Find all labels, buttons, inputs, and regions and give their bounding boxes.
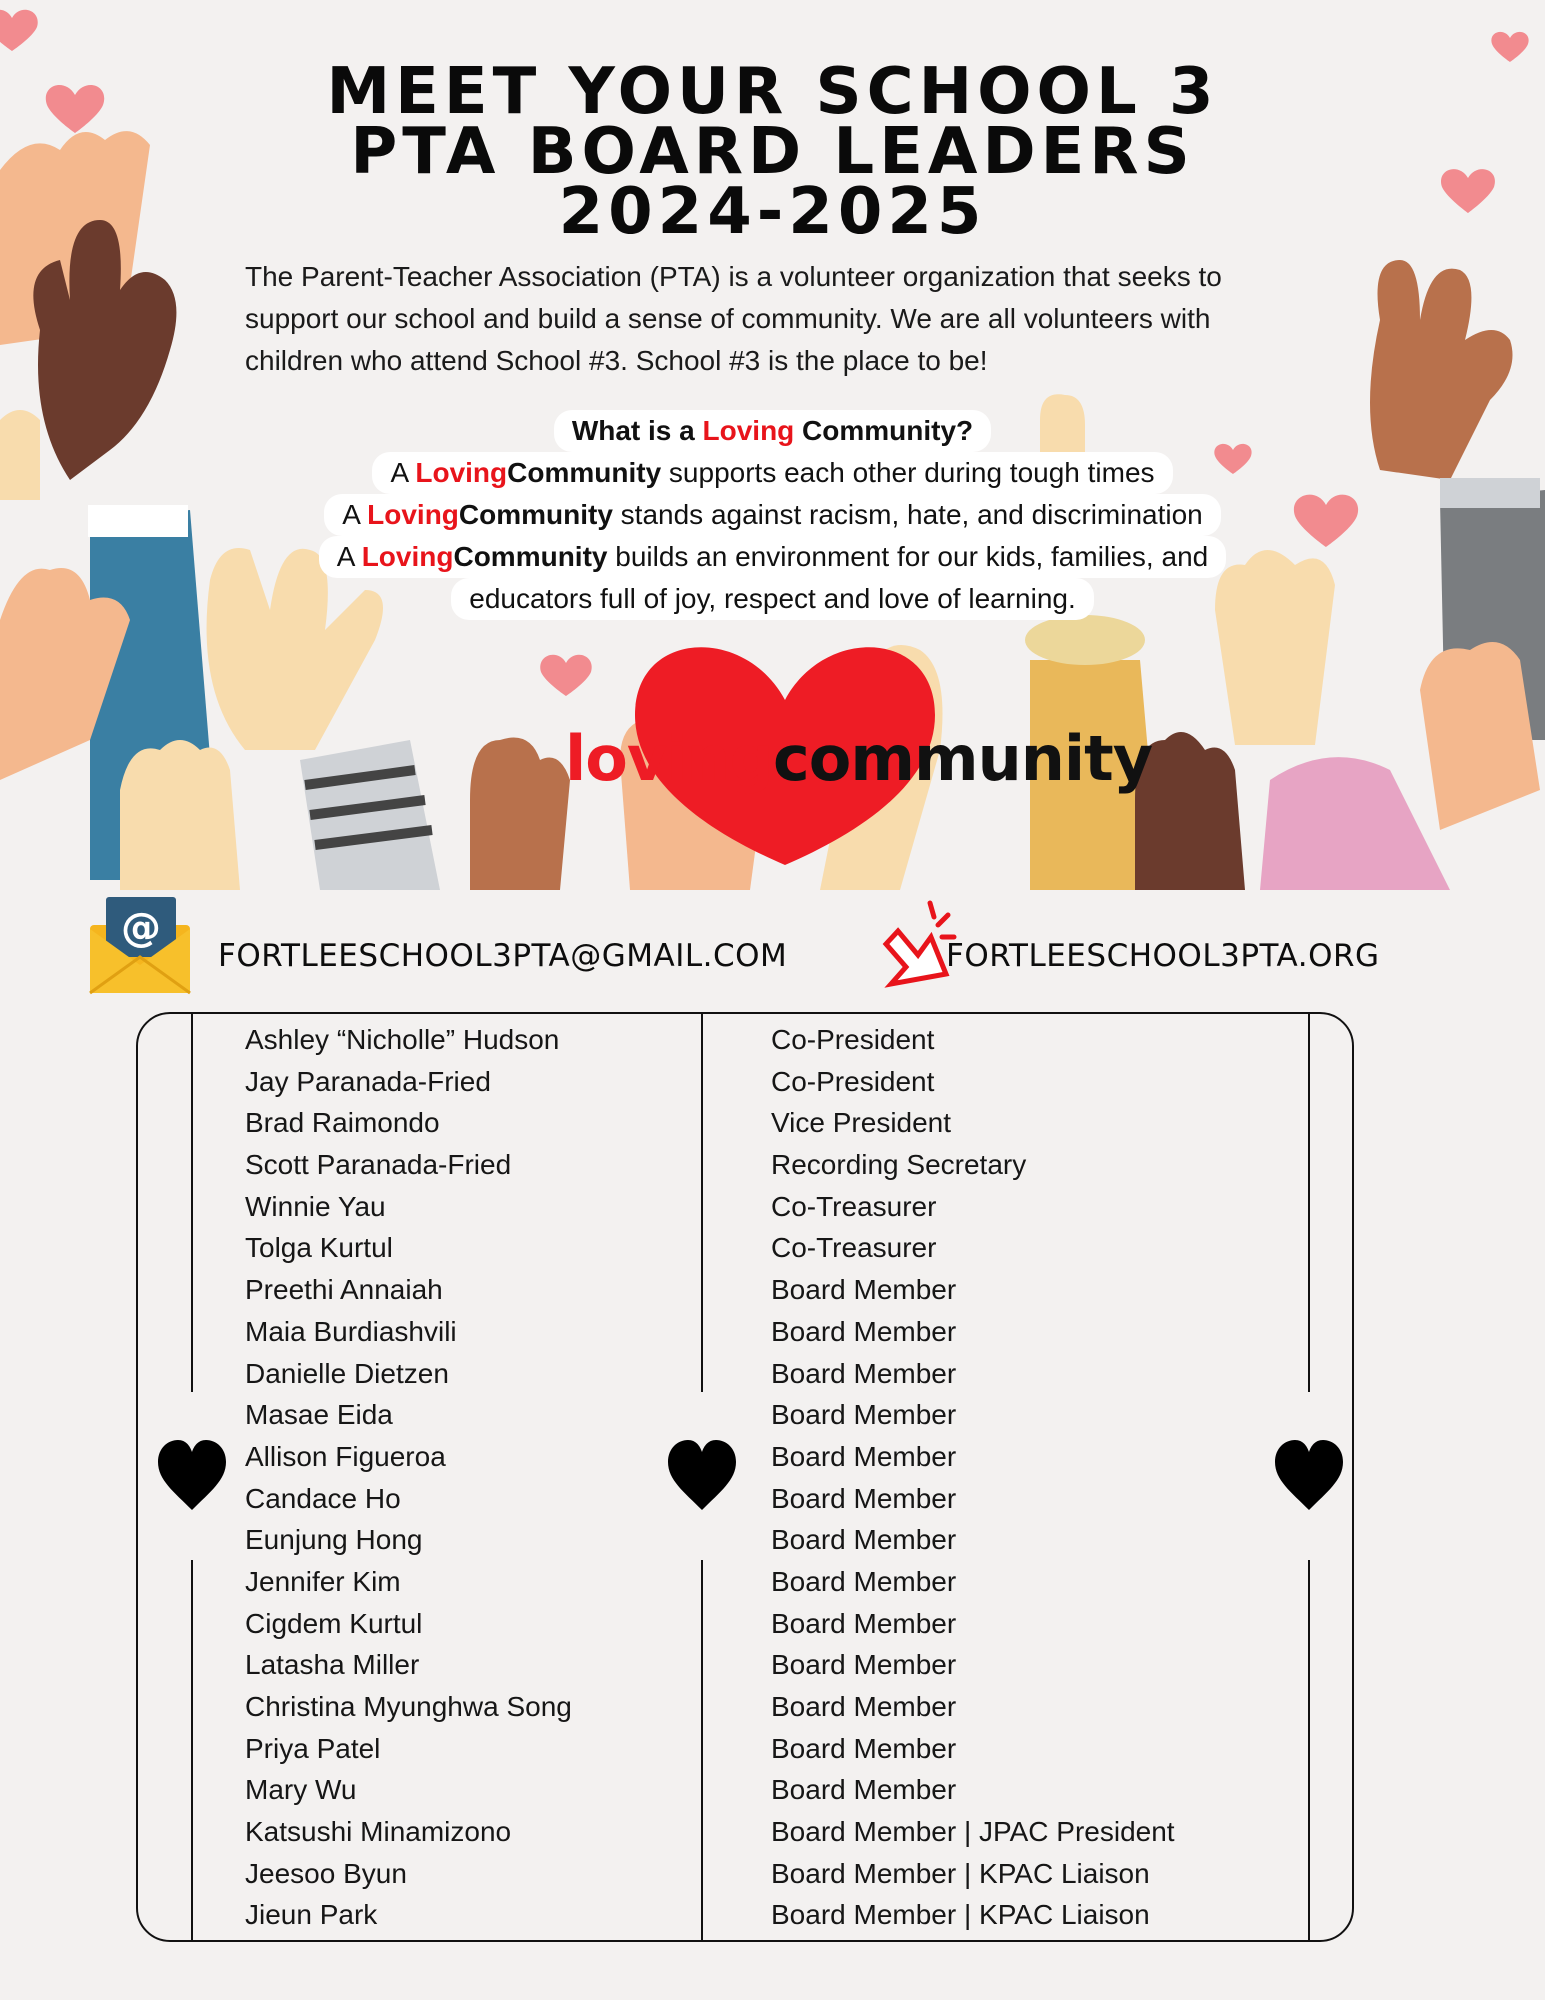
loving-community-logo xyxy=(565,722,1152,795)
board-member-name: Ashley “Nicholle” Hudson xyxy=(245,1024,560,1055)
board-member-role: Board Member | KPAC Liaison xyxy=(771,1857,1150,1889)
title-line: PTA BOARD LEADERS xyxy=(350,115,1195,189)
page-title xyxy=(0,55,1545,249)
logo-part: community xyxy=(773,722,1153,795)
community-word: Community xyxy=(507,457,662,488)
svg-text:@: @ xyxy=(121,905,161,951)
cursor-click-icon xyxy=(850,895,960,1000)
board-member-role: Board Member xyxy=(771,1691,957,1722)
board-member-role: Board Member | JPAC President xyxy=(771,1816,1175,1848)
website-link[interactable]: FORTLEESCHOOL3PTA.ORG xyxy=(946,938,1380,974)
callout-text: stands against racism, hate, and discrimination xyxy=(612,499,1203,530)
board-member-name: Danielle Dietzen xyxy=(245,1357,449,1389)
callout-text: supports each other during tough times xyxy=(661,457,1155,488)
heart-icon xyxy=(1273,1440,1345,1512)
callout-line xyxy=(451,578,1094,620)
board-member-name: Jieun Park xyxy=(245,1899,378,1931)
sleeve-illustration xyxy=(1260,757,1450,890)
loving-word: Loving xyxy=(367,499,459,530)
board-member-role: Co-Treasurer xyxy=(771,1190,937,1222)
divider-line xyxy=(191,1560,193,1942)
loving-word: Loving xyxy=(415,457,508,488)
board-member-role: Vice President xyxy=(771,1107,952,1139)
callout-text: What is a xyxy=(571,415,703,446)
board-member-role: Co-Treasurer xyxy=(771,1232,937,1264)
board-member-name: Jeesoo Byun xyxy=(245,1857,407,1889)
loving-word: Loving xyxy=(361,541,454,572)
heart-icon xyxy=(0,10,38,51)
board-member-name: Priya Patel xyxy=(245,1732,381,1764)
callout-text: A xyxy=(390,457,416,488)
board-member-name: Tolga Kurtul xyxy=(245,1232,393,1264)
loving-community-callout xyxy=(0,410,1545,620)
callout-text: builds an environment for our kids, families, and xyxy=(607,541,1209,572)
intro-line: support our school and build a sense of community. We are all volunteers with xyxy=(245,303,1211,334)
board-names-column xyxy=(245,1019,572,1936)
board-member-role: Co-President xyxy=(771,1065,935,1097)
board-member-role: Board Member xyxy=(771,1482,957,1514)
board-member-role: Board Member xyxy=(771,1357,957,1389)
board-member-role: Board Member xyxy=(771,1649,957,1681)
callout-text: Community? xyxy=(794,415,974,446)
board-member-role: Board Member xyxy=(771,1399,957,1431)
board-member-role: Board Member xyxy=(771,1274,957,1306)
board-member-name: Eunjung Hong xyxy=(245,1524,423,1556)
board-member-name: Brad Raimondo xyxy=(245,1107,440,1139)
title-line: MEET YOUR SCHOOL 3 xyxy=(326,55,1219,129)
board-member-name: Christina Myunghwa Song xyxy=(245,1691,572,1722)
board-member-name: Jennifer Kim xyxy=(245,1565,401,1597)
callout-line xyxy=(372,452,1172,494)
intro-paragraph xyxy=(245,256,1335,382)
board-member-role: Board Member xyxy=(771,1440,957,1472)
intro-line: children who attend School #3. School #3 is the place to be! xyxy=(245,345,988,376)
board-member-name: Katsushi Minamizono xyxy=(245,1816,512,1848)
callout-line xyxy=(319,536,1226,578)
hand-illustration xyxy=(120,740,240,890)
callout-text: educators full of joy, respect and love of learning. xyxy=(469,583,1076,614)
envelope-at-icon xyxy=(88,895,193,995)
logo-part: loving xyxy=(565,722,774,795)
board-member-name: Latasha Miller xyxy=(245,1649,420,1681)
board-member-name: Preethi Annaiah xyxy=(245,1274,443,1306)
board-member-name: Mary Wu xyxy=(245,1774,357,1806)
callout-text: A xyxy=(336,541,362,572)
board-member-name: Winnie Yau xyxy=(245,1190,386,1222)
heart-icon xyxy=(540,655,591,696)
board-member-role: Board Member | KPAC Liaison xyxy=(771,1899,1150,1931)
board-member-role: Board Member xyxy=(771,1607,957,1639)
title-line: 2024-2025 xyxy=(558,175,987,249)
callout-question xyxy=(554,410,991,452)
intro-line: The Parent-Teacher Association (PTA) is a volunteer organization that seeks to xyxy=(245,261,1222,292)
board-member-name: Candace Ho xyxy=(245,1482,401,1514)
callout-line xyxy=(324,494,1221,536)
divider-line xyxy=(191,1012,193,1392)
divider-line xyxy=(1308,1560,1310,1942)
board-member-role: Recording Secretary xyxy=(771,1149,1027,1181)
hand-illustration xyxy=(470,738,570,891)
board-member-role: Co-President xyxy=(771,1024,935,1055)
callout-text: A xyxy=(342,499,368,530)
board-member-role: Board Member xyxy=(771,1315,957,1347)
board-roles-column xyxy=(771,1019,1175,1936)
board-member-role: Board Member xyxy=(771,1732,957,1764)
divider-line xyxy=(701,1012,703,1392)
heart-icon xyxy=(156,1440,228,1512)
board-member-role: Board Member xyxy=(771,1565,957,1597)
board-member-name: Cigdem Kurtul xyxy=(245,1607,423,1639)
divider-line xyxy=(1308,1012,1310,1392)
board-member-name: Maia Burdiashvili xyxy=(245,1315,457,1347)
board-member-name: Masae Eida xyxy=(245,1399,393,1431)
board-member-name: Scott Paranada-Fried xyxy=(245,1149,512,1181)
board-member-name: Allison Figueroa xyxy=(245,1440,446,1472)
email-address[interactable]: FORTLEESCHOOL3PTA@GMAIL.COM xyxy=(218,938,788,974)
board-member-role: Board Member xyxy=(771,1774,957,1806)
community-word: Community xyxy=(458,499,613,530)
heart-icon xyxy=(1491,32,1528,62)
cuff-illustration xyxy=(1025,615,1145,665)
community-word: Community xyxy=(453,541,608,572)
heart-icon xyxy=(666,1440,738,1512)
loving-word: Loving xyxy=(702,415,795,446)
board-member-role: Board Member xyxy=(771,1524,957,1556)
divider-line xyxy=(701,1560,703,1942)
board-member-name: Jay Paranada-Fried xyxy=(245,1065,491,1097)
